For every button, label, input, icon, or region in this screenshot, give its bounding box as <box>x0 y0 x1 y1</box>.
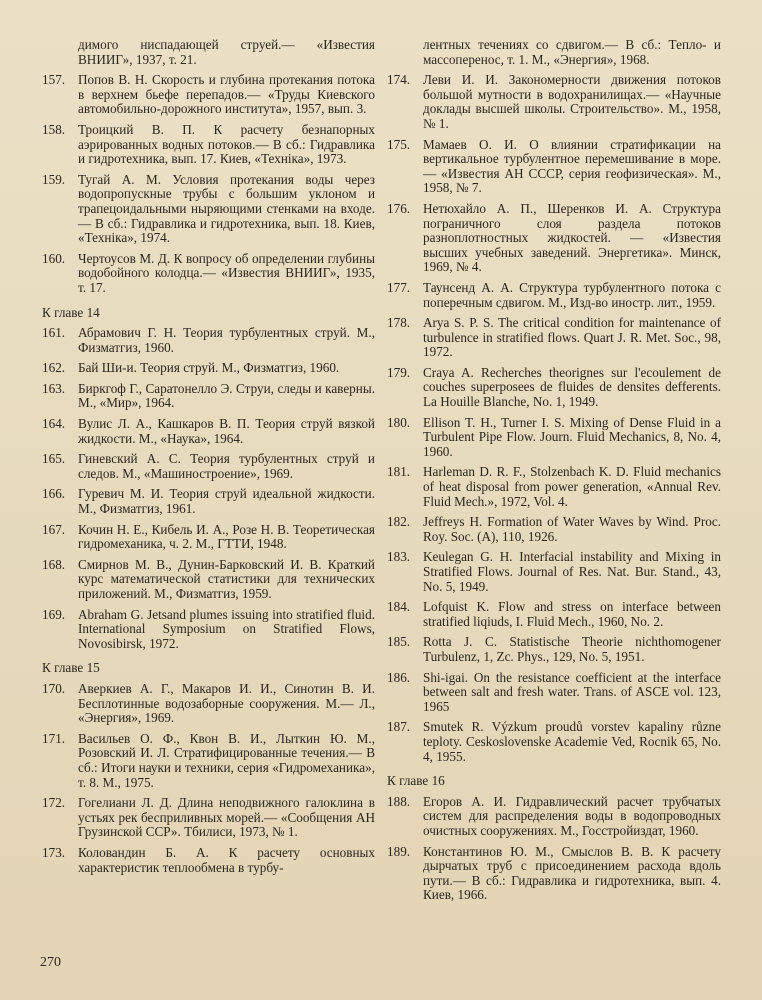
reference-entry: 177. Таунсенд А. А. Структура турбулентного потока с поперечным сдвигом. М., Изд-во иностр. лит., 1959. <box>387 279 721 310</box>
reference-entry: 161. Абрамович Г. Н. Теория турбулентных струй. М., Физматгиз, 1960. <box>42 325 375 355</box>
right-column <box>385 38 721 909</box>
reference-entry: 162. Бай Ши-и. Теория струй. М., Физматгиз, 1960. <box>42 360 340 376</box>
left-column <box>40 38 375 881</box>
reference-entry: 186. Shi-igai. On the resistance coefficient at the interface between salt and fresh water. Trans. of ASCE vol. 123, 1965 <box>387 669 721 714</box>
reference-entry: 178. Arya S. P. S. The critical condition for maintenance of turbulence in stratified flows. Quart J. R. Met. Soc., 98, 1972. <box>387 315 721 360</box>
page-number: 270 <box>40 955 61 970</box>
reference-entry: 181. Harleman D. R. F., Stolzenbach K. D. Fluid mechanics of heat disposal from power generation, «Annual Rev. Fluid Mech.», 1972, Vol. 4. <box>387 464 721 509</box>
reference-entry: 176. Нетюхайло А. П., Шеренков И. А. Структура пограничного слоя раздела потоков разноплотностных жидкостей. — «Известия высших учебных заведений. Энергетика». Минск, 1969, № 4. <box>387 200 721 275</box>
reference-entry: 174. Леви И. И. Закономерности движения потоков большой мутности в водохранилищах.— «Научные доклады высшей школы. Строительство». М., 1958, № 1. <box>387 72 721 131</box>
reference-entry: 183. Keulegan G. H. Interfacial instability and Mixing in Stratified Flows. Journal of Res. Nat. Bur. Stand., 43, No. 5, 1949. <box>387 549 721 594</box>
reference-entry: 169. Abraham G. Jetsand plumes issuing into stratified fluid. International Symposium on Stratified Flows, Novosibirsk, 1972. <box>42 606 375 651</box>
chapter-heading: К главе 14 <box>42 304 100 320</box>
reference-entry: 182. Jeffreys H. Formation of Water Waves by Wind. Proc. Roy. Soc. (A), 110, 1926. <box>387 514 721 544</box>
reference-entry: 172. Гогелиани Л. Д. Длина неподвижного галоклина в устьях рек бесприливных морей.— «Сообщения АН Грузинской ССР». Тбилиси, 1973, № 1. <box>42 795 375 840</box>
reference-entry: 164. Вулис Л. А., Кашкаров В. П. Теория струй вязкой жидкости. М., «Наука», 1964. <box>42 416 375 446</box>
reference-entry: 158. Троицкий В. П. К расчету безнапорных аэрированных водных потоков.— В сб.: Гидравлика и гидротехника, вып. 17. Киев, «Техніка», 1973. <box>42 121 375 167</box>
reference-entry: 175. Мамаев О. И. О влиянии стратификации на вертикальное турбулентное перемешивание в море.— «Известия АН СССР, серия геофизическая». М., 1958, № 7. <box>387 136 721 196</box>
reference-entry: 189. Константинов Ю. М., Смыслов В. В. К расчету дырчатых труб с присоединением расхода вдоль пути.— В сб.: Гидравлика и гидротехника, вып. 4. Киев, 1966. <box>387 843 721 903</box>
reference-entry: димого ниспадающей струей.— «Известия ВНИИГ», 1937, т. 21. <box>78 37 375 67</box>
reference-entry: 170. Аверкиев А. Г., Макаров И. И., Синотин В. И. Бесплотинные водозаборные сооружения. М.— Л., «Энергия», 1969. <box>42 680 375 726</box>
reference-entry: 179. Craya A. Recherches theorignes sur l'ecoulement de couches superposees de fluides de densites defferents. La Houille Blanche, No. 1, 1949. <box>387 364 721 410</box>
reference-entry: 180. Ellison T. H., Turner I. S. Mixing of Dense Fluid in a Turbulent Pipe Flow. Journ. Fluid Mechanics, 8, No. 4, 1960. <box>387 414 721 459</box>
reference-entry: 171. Васильев О. Ф., Квон В. И., Лыткин Ю. М., Розовский И. Л. Стратифицированные течения.— В сб.: Итоги науки и техники, серия «Гидромеханика», т. 8. М., 1975. <box>42 730 375 790</box>
reference-entry: 163. Биркгоф Г., Саратонелло Э. Струи, следы и каверны. М., «Мир», 1964. <box>42 380 375 411</box>
reference-entry: 184. Lofquist K. Flow and stress on interface between stratified liqiuds, I. Fluid Mech., 1960, No. 2. <box>387 599 721 629</box>
reference-entry: 187. Smutek R. Výzkum proudů vorstev kapaliny různe teploty. Ceskoslovenske Academie Ved, Rocnik 65, No. 4, 1955. <box>387 719 721 764</box>
reference-entry: 188. Егоров А. И. Гидравлический расчет трубчатых систем для распределения воды в водопроводных очистных сооружениях. М., Госстройиздат, 1960. <box>387 793 721 838</box>
reference-entry: 167. Кочин Н. Е., Кибель И. А., Розе Н. В. Теоретическая гидромеханика, ч. 2. М., ГТТИ, 1948. <box>42 521 375 552</box>
reference-entry: 173. Коловандин Б. А. К расчету основных характеристик теплообмена в турбу- <box>42 844 375 875</box>
chapter-heading: К главе 15 <box>42 660 100 676</box>
reference-entry: 166. Гуревич М. И. Теория струй идеальной жидкости. М., Физматгиз, 1961. <box>42 486 375 517</box>
reference-entry: 157. Попов В. Н. Скорость и глубина протекания потока в верхнем бьефе перепадов.— «Труды Киевского автомобильно-дорожного института», 1957, вып. 3. <box>42 72 375 117</box>
chapter-heading: К главе 16 <box>387 773 445 789</box>
reference-entry: 159. Тугай А. М. Условия протекания воды через водопропускные трубы с большим уклоном и трапецоидальными ныряющими стенками на входе.— В сб.: Гидравлика и гидротехника, вып. 18. Киев, «Техніка», 1974. <box>42 171 375 246</box>
reference-entry: лентных течениях со сдвигом.— В сб.: Тепло- и массоперенос, т. 1. М., «Энергия», 1968. <box>423 37 721 67</box>
reference-entry: 168. Смирнов М. В., Дунин-Барковский И. В. Краткий курс математической статистики для технических приложений. М., Физматгиз, 1959. <box>42 556 375 601</box>
reference-entry: 160. Чертоусов М. Д. К вопросу об определении глубины водобойного колодца.— «Известия ВНИИГ», 1935, т. 17. <box>42 250 375 295</box>
reference-entry: 165. Гиневский А. С. Теория турбулентных струй и следов. М., «Машиностроение», 1969. <box>42 451 375 481</box>
reference-entry: 185. Rotta J. C. Statistische Theorie nichthomogener Turbulenz, 1, Zc. Phys., 129, No. 5, 1951. <box>387 634 721 664</box>
